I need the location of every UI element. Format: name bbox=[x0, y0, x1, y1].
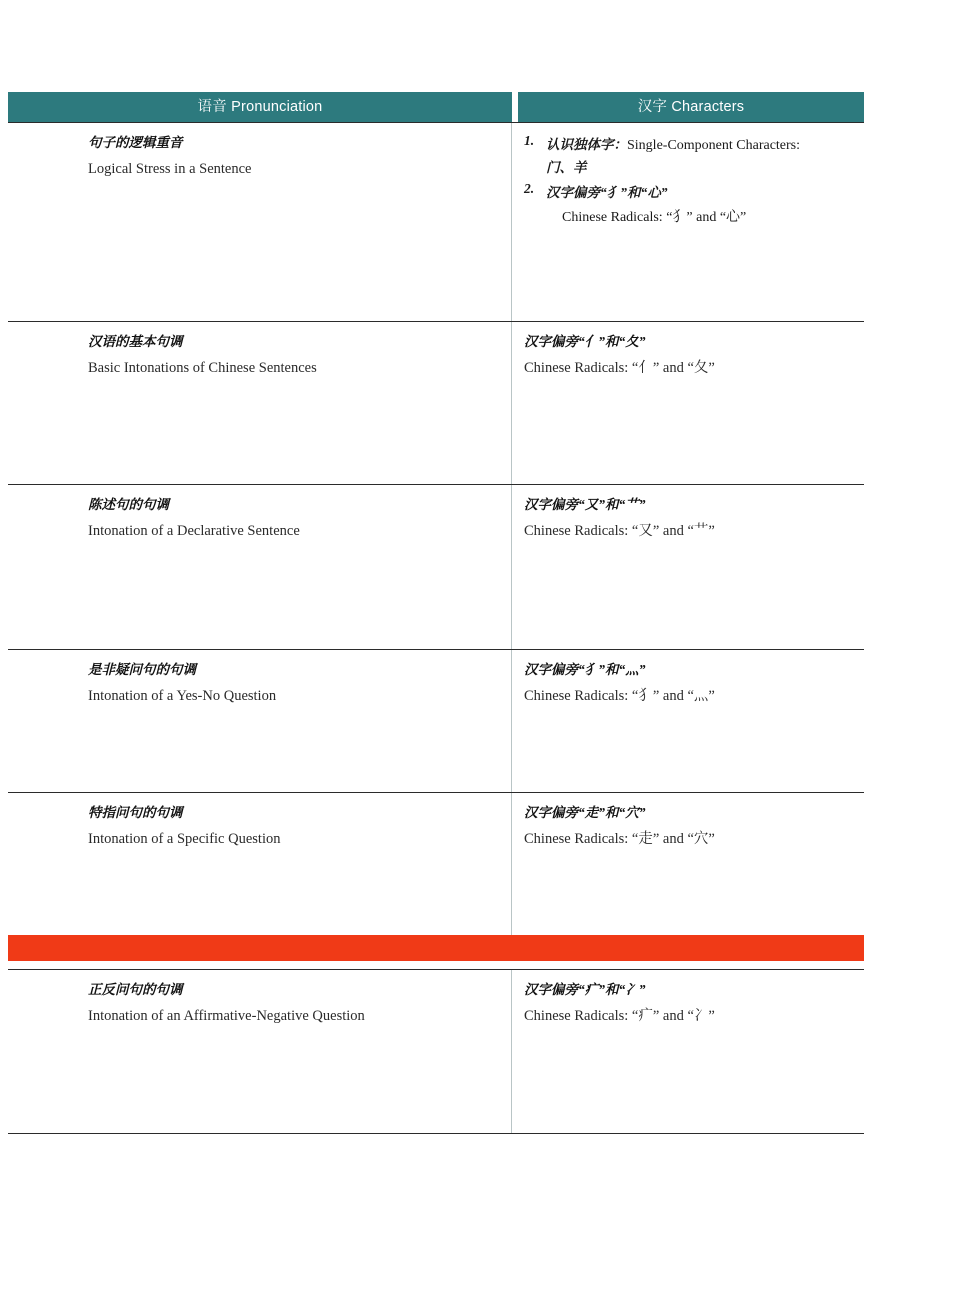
row-5-pronunciation-zh: 特指问句的句调 bbox=[88, 805, 183, 820]
row-4-characters-zh: 汉字偏旁“犭”和“灬” bbox=[524, 662, 646, 677]
row-2-characters-cell bbox=[512, 322, 864, 484]
table-header-row bbox=[8, 92, 864, 122]
row-1-item-1-number: 1. bbox=[524, 133, 535, 148]
row-6-characters-en: Chinese Radicals: “疒” and “冫” bbox=[524, 1008, 715, 1025]
row-6-pronunciation-cell bbox=[8, 970, 512, 1133]
row-2-characters-en: Chinese Radicals: “亻” and “夂” bbox=[524, 360, 715, 377]
row-4-pronunciation-cell bbox=[8, 650, 512, 792]
table-row bbox=[8, 969, 864, 1134]
row-1-item-2-en: Chinese Radicals: “犭” and “心” bbox=[562, 210, 747, 225]
row-2-characters-zh: 汉字偏旁“亻”和“夂” bbox=[524, 334, 646, 349]
row-4-characters-cell bbox=[512, 650, 864, 792]
row-3-characters-cell bbox=[512, 485, 864, 649]
row-2-pronunciation-cell bbox=[8, 322, 512, 484]
table-row bbox=[8, 322, 864, 485]
row-1-pronunciation-cell bbox=[8, 123, 512, 321]
row-2-pronunciation-zh: 汉语的基本句调 bbox=[88, 334, 183, 349]
row-5-pronunciation-en: Intonation of a Specific Question bbox=[88, 831, 281, 848]
row-1-pronunciation-zh: 句子的逻辑重音 bbox=[88, 135, 183, 150]
row-3-characters-en: Chinese Radicals: “又” and “艹” bbox=[524, 523, 715, 540]
table-row bbox=[8, 485, 864, 650]
row-1-item-2-zh: 汉字偏旁“犭”和“心” bbox=[546, 185, 668, 200]
row-6-characters-zh: 汉字偏旁“疒”和“冫” bbox=[524, 982, 646, 997]
row-1-characters-list bbox=[524, 133, 852, 226]
table-row bbox=[8, 793, 864, 935]
row-1-item-2-number: 2. bbox=[524, 181, 535, 196]
row-4-pronunciation-zh: 是非疑问句的句调 bbox=[88, 662, 196, 677]
syllabus-table bbox=[8, 92, 864, 1134]
row-1-item-1-example-characters: 门、羊 bbox=[546, 160, 587, 175]
row-6-pronunciation-zh: 正反问句的句调 bbox=[88, 982, 183, 997]
row-3-characters-zh: 汉字偏旁“又”和“艹” bbox=[524, 497, 646, 512]
row-6-characters-cell bbox=[512, 970, 864, 1133]
row-2-pronunciation-en: Basic Intonations of Chinese Sentences bbox=[88, 360, 317, 377]
row-1-pronunciation-en: Logical Stress in a Sentence bbox=[88, 161, 252, 178]
row-5-characters-en: Chinese Radicals: “走” and “穴” bbox=[524, 831, 715, 848]
row-5-pronunciation-cell bbox=[8, 793, 512, 935]
row-3-pronunciation-en: Intonation of a Declarative Sentence bbox=[88, 523, 300, 540]
row-3-pronunciation-zh: 陈述句的句调 bbox=[88, 497, 169, 512]
column-header-pronunciation: 语音 Pronunciation bbox=[8, 92, 512, 122]
row-5-characters-cell bbox=[512, 793, 864, 935]
table-row bbox=[8, 122, 864, 322]
row-gap bbox=[8, 961, 864, 969]
row-6-pronunciation-en: Intonation of an Affirmative-Negative Question bbox=[88, 1008, 365, 1025]
row-1-item-1-en: Single-Component Characters: bbox=[627, 138, 801, 153]
column-header-characters: 汉字 Characters bbox=[518, 92, 864, 122]
row-5-characters-zh: 汉字偏旁“走”和“穴” bbox=[524, 805, 646, 820]
row-4-pronunciation-en: Intonation of a Yes-No Question bbox=[88, 688, 277, 705]
row-1-characters-cell bbox=[512, 123, 864, 321]
table-row bbox=[8, 650, 864, 793]
section-divider-band bbox=[8, 935, 864, 961]
list-item bbox=[524, 181, 852, 226]
list-item bbox=[524, 133, 852, 176]
row-3-pronunciation-cell bbox=[8, 485, 512, 649]
row-4-characters-en: Chinese Radicals: “犭” and “灬” bbox=[524, 688, 715, 705]
row-1-item-1-zh: 认识独体字： bbox=[546, 137, 627, 152]
